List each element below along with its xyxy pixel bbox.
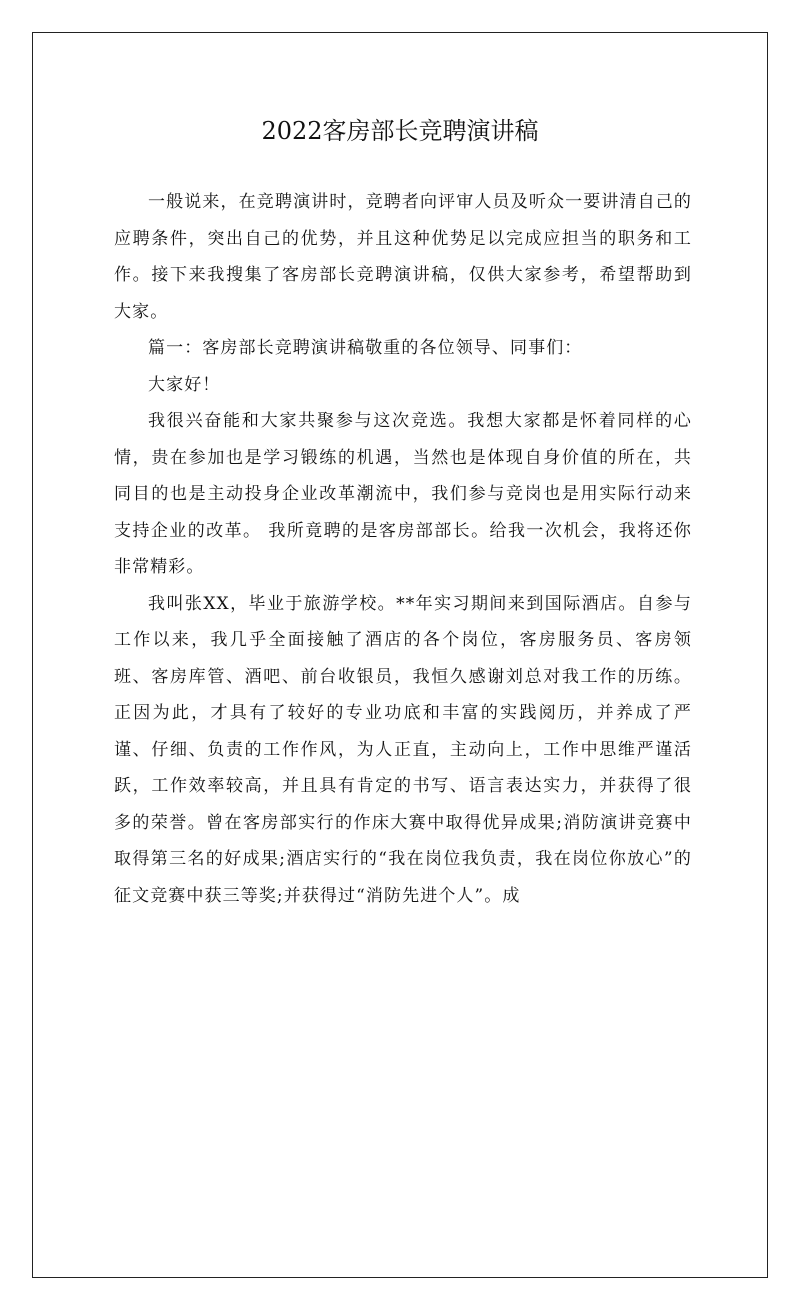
paragraph-intro: 一般说来，在竞聘演讲时，竞聘者向评审人员及听众一要讲清自己的应聘条件，突出自己的优势，并且这种优势足以完成应担当的职务和工作。接下来我搜集了客房部长竞聘演讲稿，仅供大家参考，希望帮助到大家。 bbox=[114, 192, 692, 322]
paragraph-heading-piece-one: 篇一：客房部长竞聘演讲稿敬重的各位领导、同事们： bbox=[148, 338, 583, 358]
document-body bbox=[114, 184, 692, 914]
document-title: 2022客房部长竞聘演讲稿 bbox=[261, 117, 539, 145]
paragraph-self-introduction: 我叫张XX，毕业于旅游学校。**年实习期间来到国际酒店。自参与工作以来，我几乎全面接触了酒店的各个岗位，客房服务员、客房领班、客房库管、酒吧、前台收银员，我恒久感谢刘总对我工作的历练。正因为此，才具有了较好的专业功底和丰富的实践阅历，并养成了严谨、仔细、负责的工作作风，为人正直，主动向上，工作中思维严谨活跃，工作效率较高，并且具有肯定的书写、语言表达实力，并获得了很多的荣誉。曾在客房部实行的作床大赛中取得优异成果;消防演讲竞赛中取得第三名的好成果;酒店实行的“我在岗位我负责，我在岗位你放心”的征文竞赛中获三等奖;并获得过“消防先进个人”。成 bbox=[114, 593, 692, 906]
paragraph-greeting: 大家好！ bbox=[148, 374, 221, 395]
paragraph-motivation: 我很兴奋能和大家共聚参与这次竞选。我想大家都是怀着同样的心情，贵在参加也是学习锻练的机遇，当然也是体现自身价值的所在，共同目的也是主动投身企业改革潮流中，我们参与竞岗也是用实际行动来支持企业的改革。 我所竟聘的是客房部部长。给我一次机会，我将还你非常精彩。 bbox=[114, 411, 692, 577]
